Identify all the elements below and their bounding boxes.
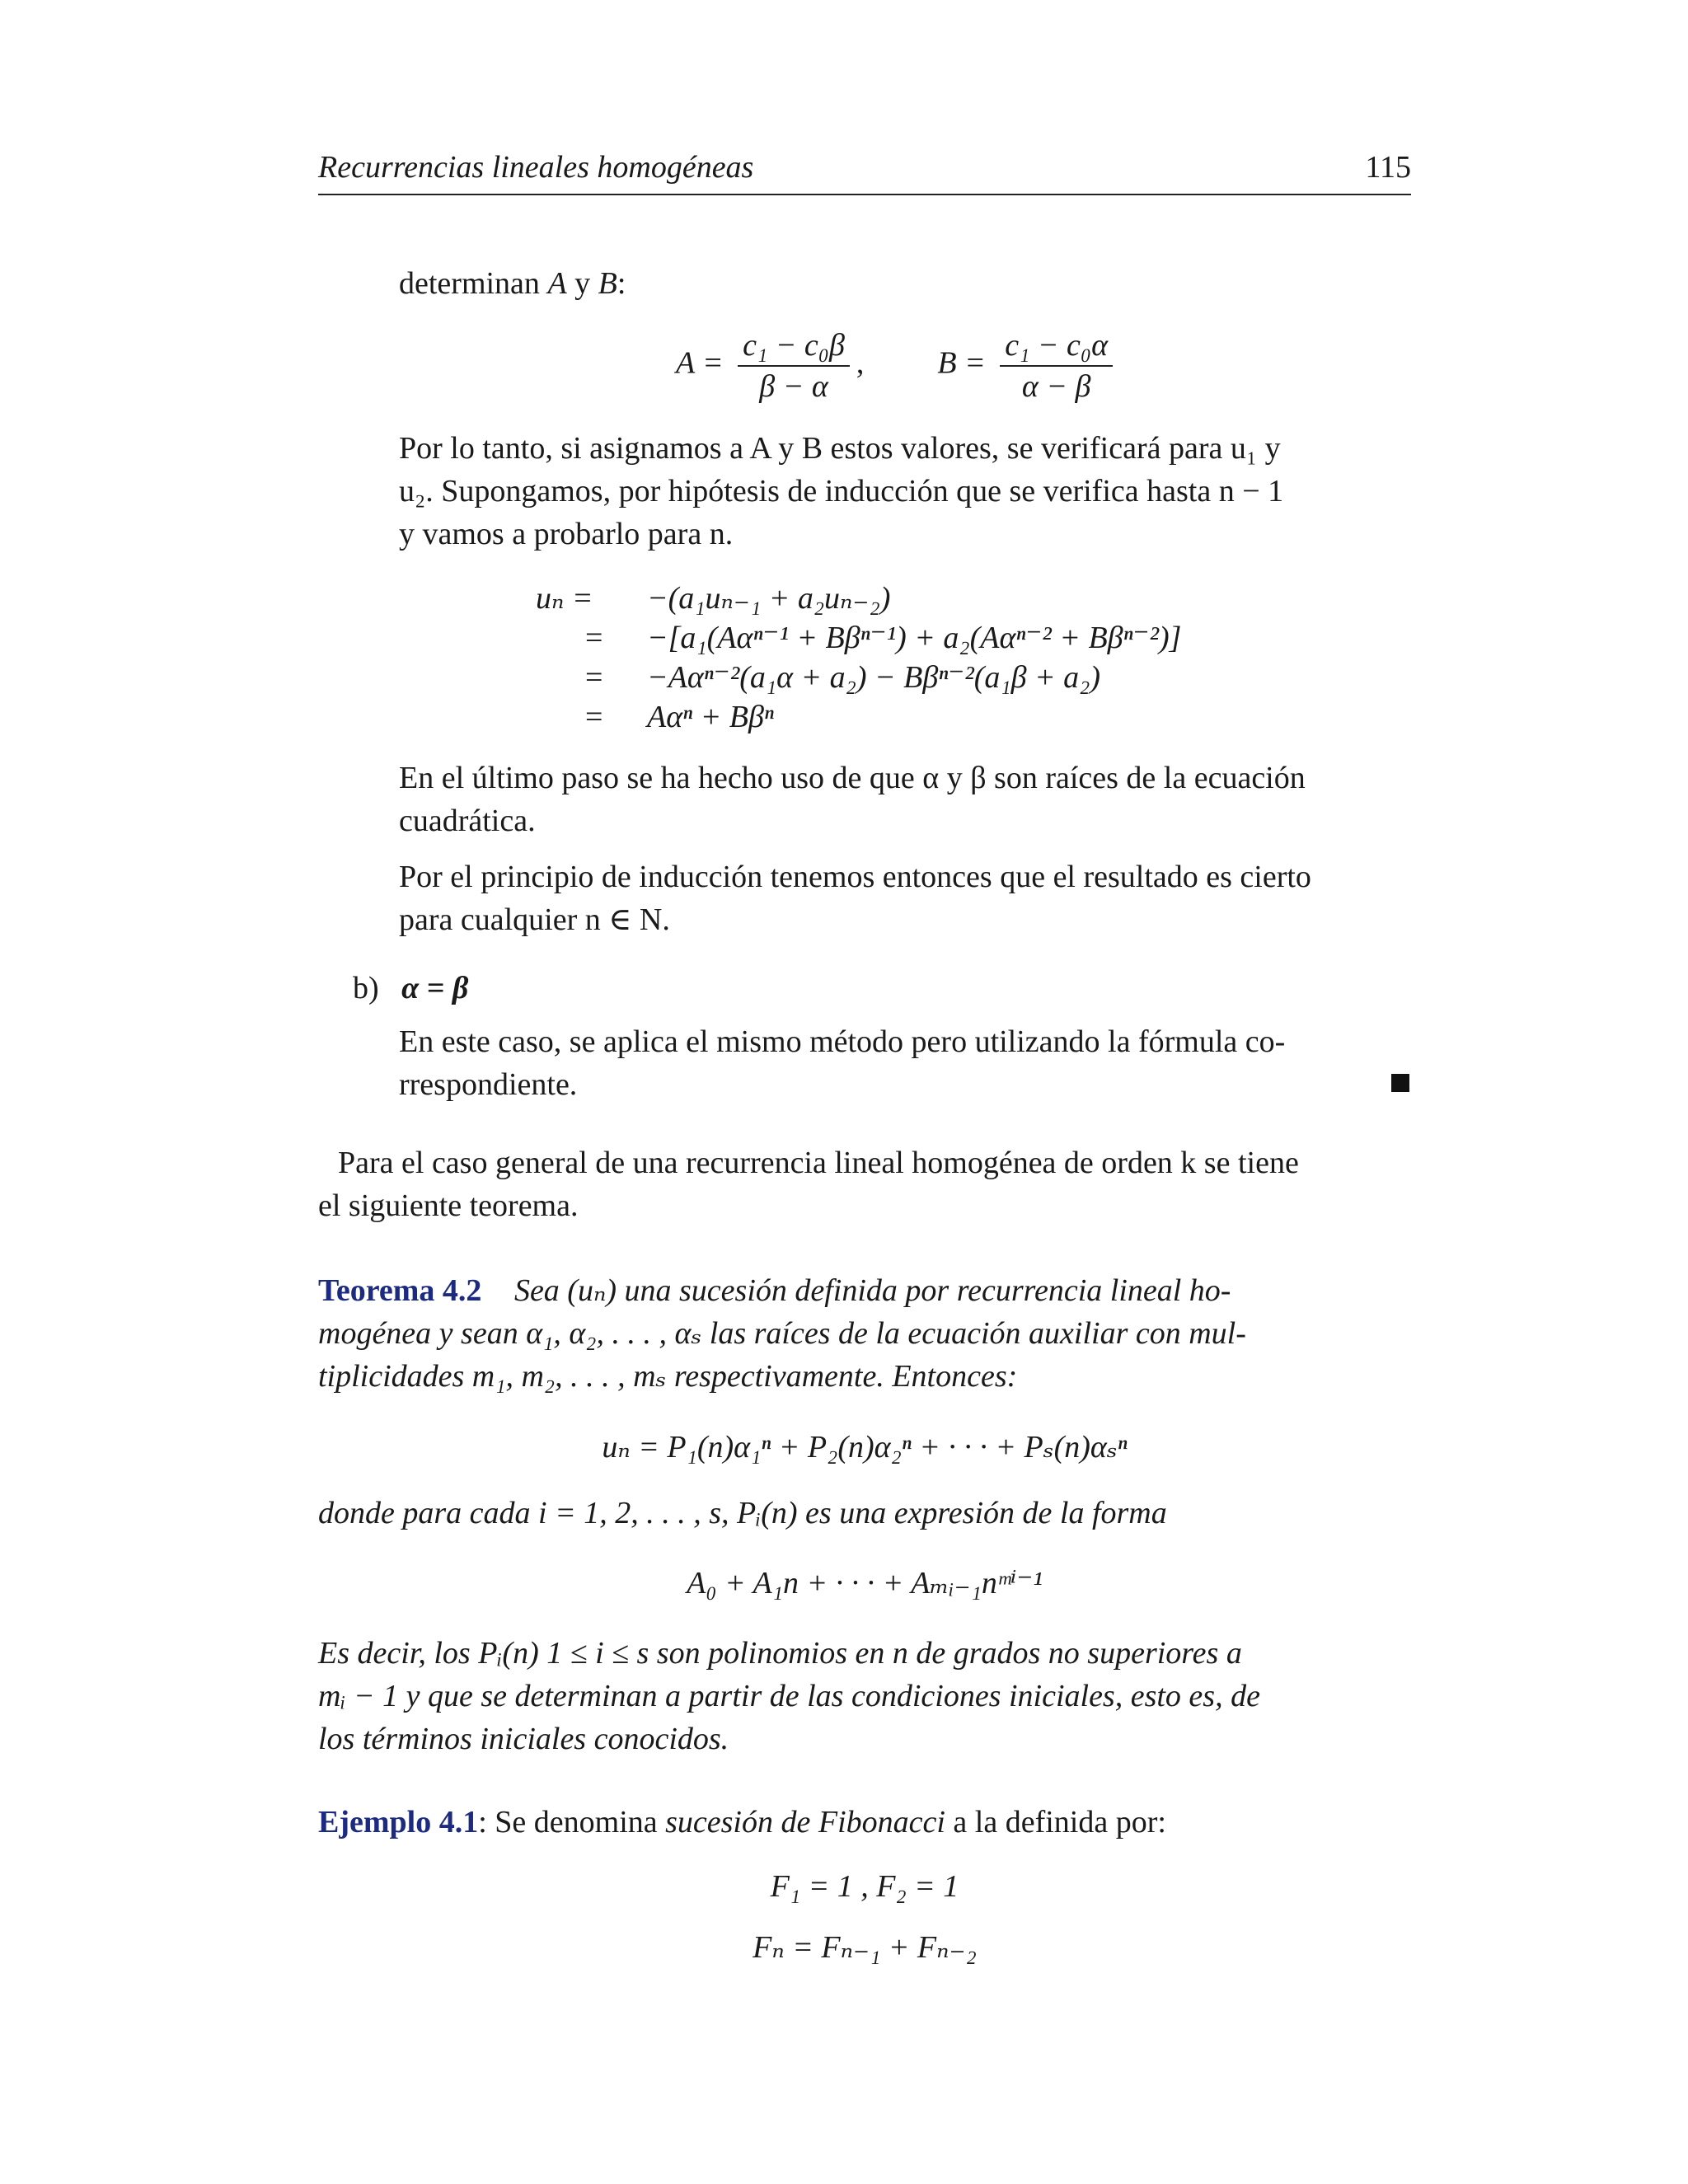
polynomial-form: A₀ + A₁n + · · · + Aₘᵢ₋₁nᵐⁱ⁻¹ [687, 1566, 1043, 1601]
paragraph-last-step: En el último paso se ha hecho uso de que α y β son raíces de la ecuación cuadrática. [399, 761, 1306, 838]
theorem-conclusion: Es decir, los Pᵢ(n) 1 ≤ i ≤ s son polinomios en n de grados no superiores a mᵢ − 1 y que se determinan a partir de las condiciones iniciales, esto es, de los términos iniciales conocidos. [318, 1636, 1260, 1756]
theorem-where: donde para cada i = 1, 2, . . . , s, Pᵢ(n) es una expresión de la forma [318, 1496, 1167, 1530]
page-number: 115 [1365, 150, 1411, 185]
theorem-equation: uₙ = P₁(n)α₁ⁿ + P₂(n)α₂ⁿ + · · · + Pₛ(n)αₛⁿ [602, 1430, 1128, 1465]
fibonacci-recurrence: Fₙ = Fₙ₋₁ + Fₙ₋₂ [753, 1930, 977, 1965]
paragraph-induction: Por lo tanto, si asignamos a A y B estos valores, se verificará para u₁ y u₂. Supongamos, por hipótesis de inducción que se verifica hasta n − 1 y vamos a probarlo para n. [399, 431, 1284, 551]
theorem-label: Teorema 4.2 [318, 1273, 482, 1308]
example-label: Ejemplo 4.1 [318, 1805, 479, 1840]
aligned-derivation [528, 577, 1352, 735]
paragraph-principle: Por el principio de inducción tenemos entonces que el resultado es cierto para cualquier n ∈ N. [399, 860, 1311, 937]
derivation-row: = −[a₁(Aαⁿ⁻¹ + Bβⁿ⁻¹) + a₂(Aαⁿ⁻² + Bβⁿ⁻²)] [585, 621, 1182, 655]
equation-a-b: A = $\frac{\text{c₁ − c₀β}}{\beta - \alpha}$ , B = $\frac{\text{c₁ − c₀α}}{\alpha - \beta}$ [676, 326, 1119, 406]
running-header [318, 144, 1411, 195]
qed-square [1391, 1074, 1409, 1092]
fraction-b: $\frac{\text{c₁ − c₀α}}{\alpha - \beta}$ [1000, 326, 1113, 406]
derivation-row: uₙ = −(a₁uₙ₋₁ + a₂uₙ₋₂) [536, 581, 891, 616]
fraction-a: $\frac{\text{c₁ − c₀β}}{\beta - \alpha}$ [738, 326, 850, 406]
theorem-block: Teorema 4.2 Sea (uₙ) una sucesión definida por recurrencia lineal ho- mogénea y sean α₁, α₂, . . . , αₛ las raíces de la ecuación auxiliar con mul- tiplicidades m₁, m₂, . . . , mₛ respectivamente. Entonces: [318, 1273, 1246, 1394]
fibonacci-initial: F₁ = 1 , F₂ = 1 [770, 1869, 959, 1904]
paragraph-case-b: En este caso, se aplica el mismo método pero utilizando la fórmula co- rrespondiente. [399, 1024, 1286, 1102]
chapter-title: Recurrencias lineales homogéneas [318, 150, 754, 185]
derivation-row: = Aαⁿ + Bβⁿ [585, 700, 774, 734]
paragraph-determinan: determinan A y B: [399, 266, 626, 301]
example-block: Ejemplo 4.1: Se denomina sucesión de Fibonacci a la definida por: [318, 1805, 1166, 1840]
case-b-heading: b) α = β [353, 971, 469, 1005]
derivation-row: = −Aαⁿ⁻²(a₁α + a₂) − Bβⁿ⁻²(a₁β + a₂) [585, 660, 1101, 695]
paragraph-general-case: Para el caso general de una recurrencia lineal homogénea de orden k se tiene el siguiente teorema. [318, 1146, 1299, 1223]
